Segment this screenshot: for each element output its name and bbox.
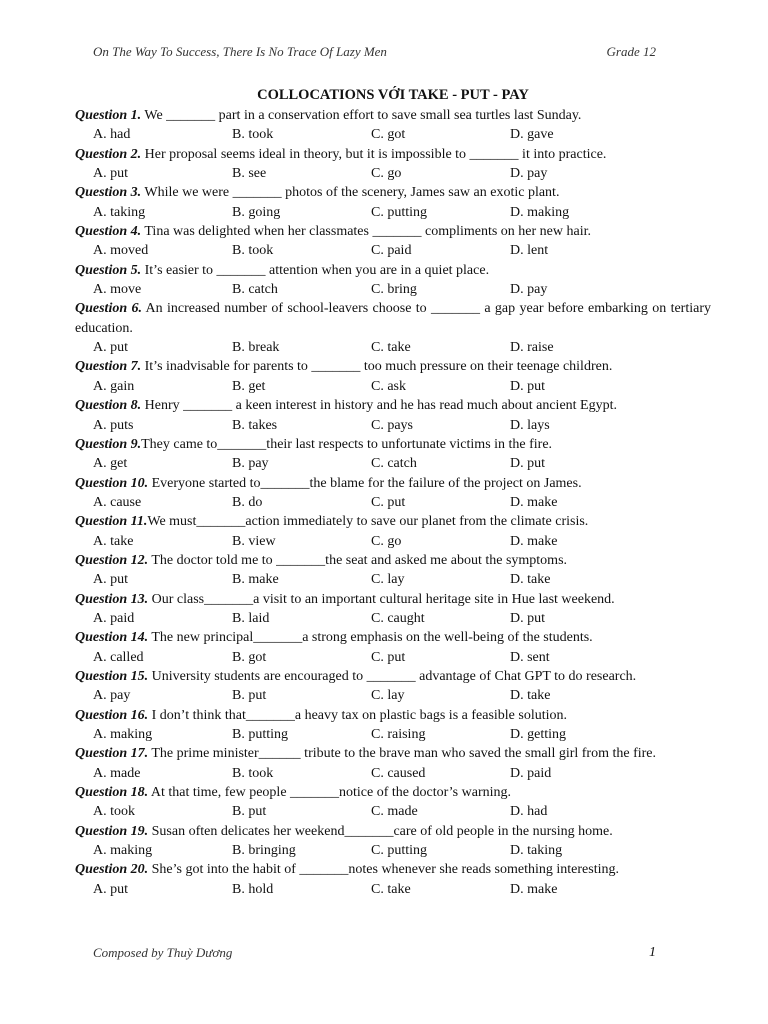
answer-option: D. lent	[510, 243, 549, 259]
answer-option: D. gave	[510, 127, 554, 143]
question-body: It’s easier to _______ attention when you are in a quiet place.	[141, 262, 490, 278]
answer-option: C. lay	[371, 688, 405, 704]
answer-option: C. caused	[371, 765, 426, 781]
answer-options	[75, 377, 711, 396]
answer-option: A. take	[93, 533, 134, 549]
question-item	[75, 357, 711, 396]
answer-option: C. bring	[371, 282, 417, 298]
question-text	[75, 106, 711, 125]
question-body: They came to_______their last respects to unfortunate victims in the fire.	[141, 436, 553, 452]
page-header	[93, 44, 656, 60]
header-motto: On The Way To Success, There Is No Trace Of Lazy Men	[93, 44, 387, 59]
question-item	[75, 396, 711, 435]
question-text	[75, 551, 711, 570]
answer-option: D. make	[510, 533, 558, 549]
question-item	[75, 783, 711, 822]
answer-option: D. put	[510, 378, 545, 394]
answer-option: D. make	[510, 881, 558, 897]
answer-option: B. hold	[232, 881, 274, 897]
question-text	[75, 590, 711, 609]
worksheet-title: COLLOCATIONS VỚI TAKE - PUT - PAY	[257, 87, 529, 103]
answer-option: B. break	[232, 340, 280, 356]
question-text	[75, 357, 711, 376]
answer-options	[75, 686, 711, 705]
question-body: We must_______action immediately to save our planet from the climate crisis.	[147, 514, 589, 530]
answer-option: A. made	[93, 765, 141, 781]
question-body: The doctor told me to _______the seat and asked me about the symptoms.	[148, 552, 568, 568]
answer-options	[75, 609, 711, 628]
answer-options	[75, 164, 711, 183]
question-label: Question 18.	[75, 785, 149, 801]
answer-option: D. pay	[510, 166, 548, 182]
answer-option: C. put	[371, 494, 406, 510]
question-text	[75, 667, 711, 686]
question-label: Question 11.	[75, 514, 148, 530]
question-label: Question 8.	[75, 398, 142, 414]
question-text	[75, 396, 711, 415]
question-list	[75, 106, 711, 899]
answer-option: C. go	[371, 166, 402, 182]
question-text	[75, 744, 711, 763]
answer-option: B. putting	[232, 727, 289, 742]
answer-options	[75, 203, 711, 222]
answer-option: C. lay	[371, 572, 405, 588]
answer-option: B. going	[232, 204, 281, 220]
answer-option: B. pay	[232, 456, 269, 472]
question-text	[75, 512, 711, 531]
answer-option: A. put	[93, 572, 128, 588]
question-item	[75, 222, 711, 261]
question-label: Question 13.	[75, 591, 149, 607]
answer-option: C. putting	[371, 204, 428, 220]
question-item	[75, 474, 711, 513]
answer-option: C. catch	[371, 456, 417, 472]
answer-options	[75, 454, 711, 473]
answer-option: C. paid	[371, 243, 412, 259]
question-label: Question 12.	[75, 552, 149, 568]
answer-option: D. lays	[510, 417, 550, 433]
answer-option: A. put	[93, 881, 128, 897]
answer-option: B. bringing	[232, 843, 296, 859]
question-item	[75, 667, 711, 706]
answer-options	[75, 280, 711, 299]
question-item	[75, 183, 711, 222]
answer-option: A. puts	[93, 417, 134, 433]
question-body: Susan often delicates her weekend_______care of old people in the nursing home.	[148, 823, 613, 839]
answer-option: B. took	[232, 127, 274, 143]
answer-options	[75, 802, 711, 821]
answer-option: D. had	[510, 804, 548, 820]
answer-option: C. raising	[371, 727, 426, 742]
answer-option: C. put	[371, 649, 406, 665]
answer-option: A. pay	[93, 688, 131, 704]
answer-option: D. put	[510, 610, 545, 626]
question-body: An increased number of school-leavers choose to _______ a gap year before embarking on tertiary education.	[75, 301, 712, 336]
answer-option: D. pay	[510, 282, 548, 298]
answer-option: B. catch	[232, 282, 278, 298]
answer-option: C. go	[371, 533, 402, 549]
answer-option: B. takes	[232, 417, 278, 433]
question-body: The prime minister______ tribute to the brave man who saved the small girl from the fire.	[148, 746, 657, 762]
answer-option: B. see	[232, 166, 267, 182]
answer-option: A. making	[93, 843, 153, 859]
question-item	[75, 106, 711, 145]
answer-option: A. taking	[93, 204, 146, 220]
question-item	[75, 435, 711, 474]
page-number: 1	[649, 945, 656, 960]
answer-option: A. moved	[93, 243, 149, 259]
page-footer	[93, 945, 656, 961]
question-body: Her proposal seems ideal in theory, but it is impossible to _______ it into practice.	[141, 146, 607, 162]
answer-option: C. made	[371, 804, 418, 820]
question-item	[75, 145, 711, 184]
question-item	[75, 744, 711, 783]
answer-option: A. gain	[93, 378, 135, 394]
question-text	[75, 474, 711, 493]
answer-option: A. put	[93, 166, 128, 182]
question-text	[75, 706, 711, 725]
answer-options	[75, 416, 711, 435]
answer-option: A. cause	[93, 494, 142, 510]
question-body: I don’t think that_______a heavy tax on plastic bags is a feasible solution.	[148, 707, 568, 723]
answer-options	[75, 570, 711, 589]
question-text	[75, 183, 711, 202]
answer-option: B. took	[232, 765, 274, 781]
answer-option: D. sent	[510, 649, 550, 665]
question-label: Question 6.	[75, 301, 142, 317]
question-label: Question 10.	[75, 475, 149, 491]
question-item	[75, 261, 711, 300]
question-body: It’s inadvisable for parents to _______ too much pressure on their teenage children.	[141, 359, 613, 375]
question-body: While we were _______ photos of the scenery, James saw an exotic plant.	[141, 185, 560, 201]
question-item	[75, 628, 711, 667]
answer-options	[75, 241, 711, 260]
answer-option: B. do	[232, 494, 263, 510]
question-item	[75, 590, 711, 629]
answer-option: C. take	[371, 340, 411, 356]
footer-author: Composed by Thuỳ Dương	[93, 945, 233, 960]
question-body: At that time, few people _______notice of the doctor’s warning.	[148, 785, 512, 801]
question-label: Question 2.	[75, 146, 142, 162]
question-text	[75, 435, 711, 454]
question-label: Question 19.	[75, 823, 149, 839]
answer-options	[75, 841, 711, 860]
answer-option: C. putting	[371, 843, 428, 859]
answer-option: C. got	[371, 127, 406, 143]
question-label: Question 3.	[75, 185, 142, 201]
answer-option: B. get	[232, 378, 266, 394]
question-item	[75, 860, 711, 899]
answer-option: C. caught	[371, 610, 425, 626]
answer-option: D. getting	[510, 727, 566, 742]
answer-options	[75, 764, 711, 783]
answer-option: B. view	[232, 533, 276, 549]
answer-option: A. making	[93, 727, 153, 742]
answer-option: B. put	[232, 688, 267, 704]
question-label: Question 5.	[75, 262, 142, 278]
question-text	[75, 822, 711, 841]
answer-option: B. put	[232, 804, 267, 820]
answer-option: C. ask	[371, 378, 406, 394]
answer-option: D. take	[510, 572, 551, 588]
answer-option: A. called	[93, 649, 144, 665]
question-body: She’s got into the habit of _______notes whenever she reads something interesting.	[148, 862, 619, 878]
answer-option: B. took	[232, 243, 274, 259]
question-label: Question 14.	[75, 630, 149, 646]
question-label: Question 7.	[75, 359, 142, 375]
answer-option: D. take	[510, 688, 551, 704]
answer-option: D. paid	[510, 765, 552, 781]
answer-option: A. had	[93, 127, 131, 143]
question-text	[75, 222, 711, 241]
question-text	[75, 299, 711, 338]
answer-option: D. taking	[510, 843, 563, 859]
question-item	[75, 706, 711, 745]
question-label: Question 15.	[75, 668, 149, 684]
question-body: The new principal_______a strong emphasis on the well-being of the students.	[148, 630, 593, 646]
question-body: We _______ part in a conservation effort to save small sea turtles last Sunday.	[141, 108, 582, 123]
answer-options	[75, 338, 711, 357]
answer-options	[75, 493, 711, 512]
question-body: Everyone started to_______the blame for the failure of the project on James.	[148, 475, 582, 491]
answer-option: A. put	[93, 340, 128, 356]
answer-options	[75, 725, 711, 744]
question-text	[75, 860, 711, 879]
answer-option: B. make	[232, 572, 279, 588]
answer-option: B. laid	[232, 610, 270, 626]
question-text	[75, 261, 711, 280]
question-body: Our class_______a visit to an important cultural heritage site in Hue last weekend.	[148, 591, 615, 607]
answer-option: D. raise	[510, 340, 554, 356]
answer-option: D. making	[510, 204, 570, 220]
answer-options	[75, 532, 711, 551]
question-label: Question 9.	[75, 436, 142, 452]
question-text	[75, 783, 711, 802]
question-body: University students are encouraged to _______ advantage of Chat GPT to do research.	[148, 668, 637, 684]
question-item	[75, 299, 711, 357]
answer-options	[75, 125, 711, 144]
answer-option: B. got	[232, 649, 267, 665]
answer-option: A. took	[93, 804, 135, 820]
question-label: Question 4.	[75, 224, 142, 240]
question-item	[75, 512, 711, 551]
answer-option: A. paid	[93, 610, 135, 626]
answer-option: C. take	[371, 881, 411, 897]
question-label: Question 1.	[75, 108, 142, 123]
question-body: Tina was delighted when her classmates _______ compliments on her new hair.	[141, 224, 591, 240]
answer-options	[75, 880, 711, 899]
answer-option: D. make	[510, 494, 558, 510]
question-text	[75, 145, 711, 164]
answer-option: A. get	[93, 456, 128, 472]
answer-option: C. pays	[371, 417, 413, 433]
question-item	[75, 822, 711, 861]
question-text	[75, 628, 711, 647]
header-grade: Grade 12	[606, 44, 656, 59]
question-label: Question 17.	[75, 746, 149, 762]
question-item	[75, 551, 711, 590]
question-label: Question 20.	[75, 862, 149, 878]
answer-option: A. move	[93, 282, 142, 298]
answer-options	[75, 648, 711, 667]
question-body: Henry _______ a keen interest in history and he has read much about ancient Egypt.	[141, 398, 617, 414]
question-label: Question 16.	[75, 707, 149, 723]
answer-option: D. put	[510, 456, 545, 472]
